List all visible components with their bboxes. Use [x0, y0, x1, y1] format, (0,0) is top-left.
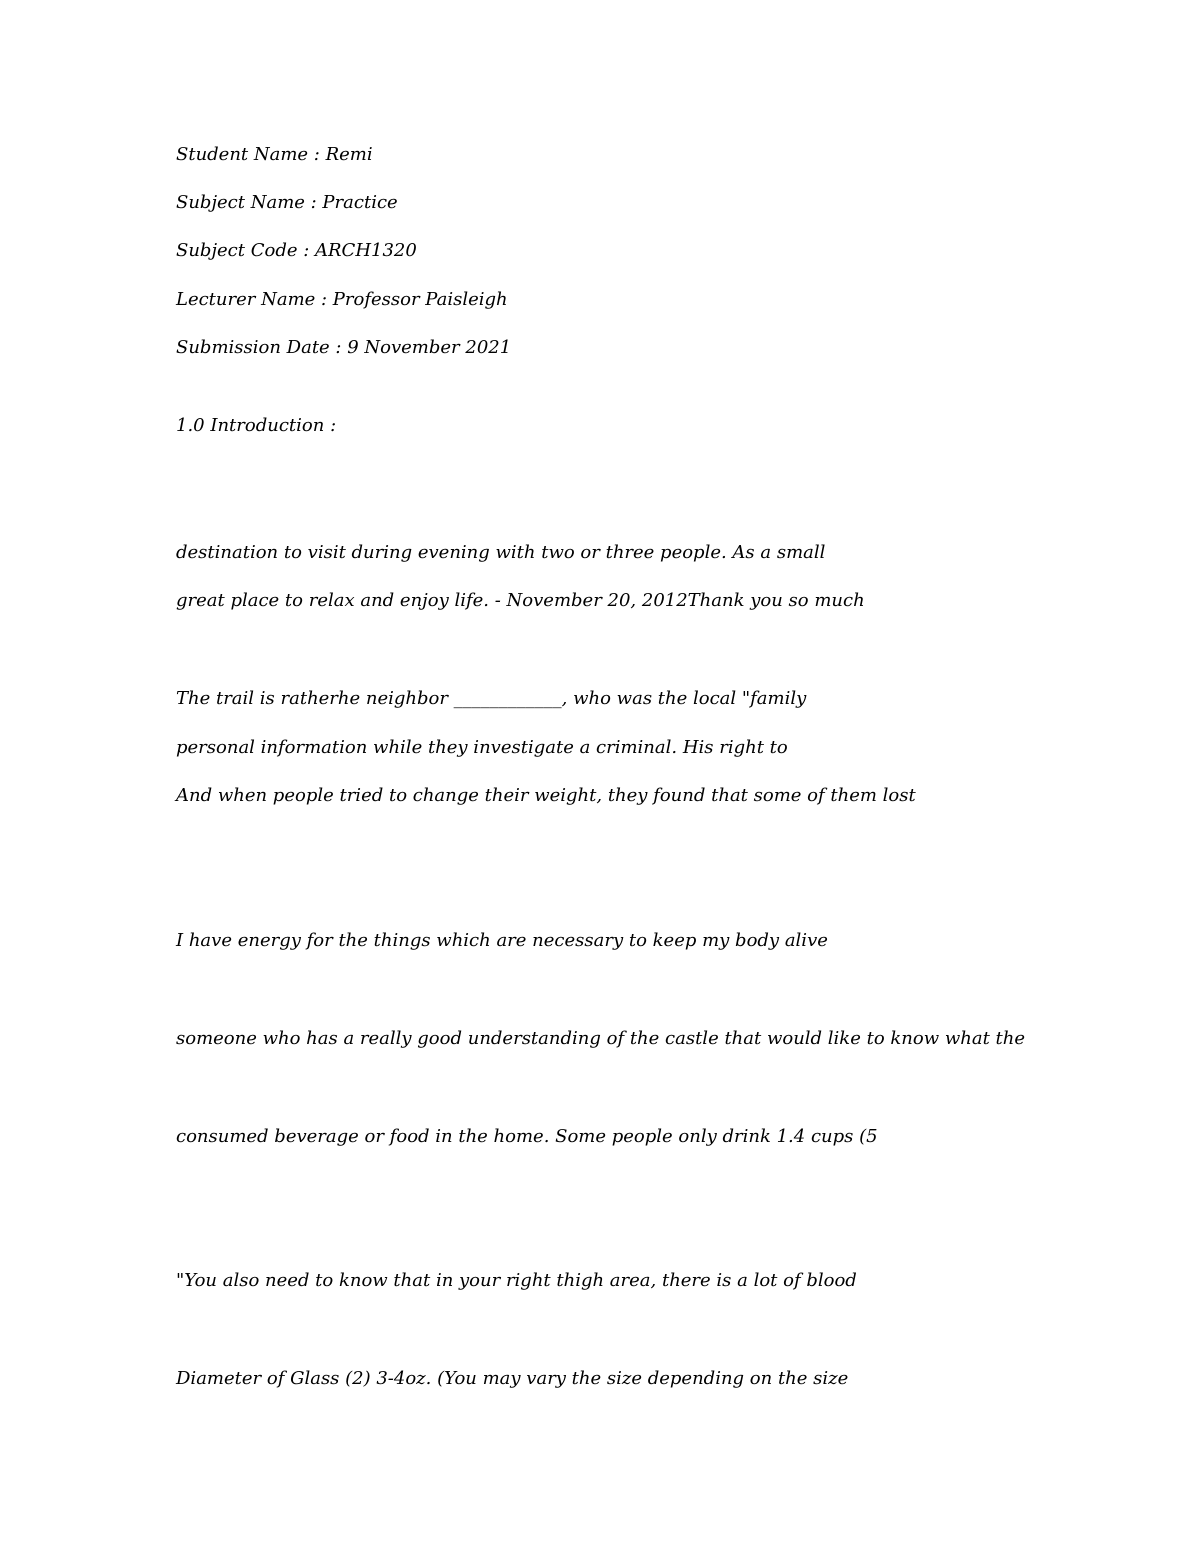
body-line: personal information while they investigate a criminal. His right to: [176, 737, 788, 758]
body-line: "You also need to know that in your right thigh area, there is a lot of blood: [176, 1270, 857, 1291]
body-line: someone who has a really good understanding of the castle that would like to know what the: [176, 1028, 1026, 1049]
lecturer-name: Lecturer Name : Professor Paisleigh: [176, 289, 508, 310]
student-name: Student Name : Remi: [176, 144, 373, 165]
body-line: consumed beverage or food in the home. Some people only drink 1.4 cups (5: [176, 1126, 878, 1147]
body-line: Diameter of Glass (2) 3-4oz. (You may vary the size depending on the size: [176, 1368, 849, 1389]
subject-code: Subject Code : ARCH1320: [176, 240, 417, 261]
section-heading: 1.0 Introduction :: [176, 415, 337, 436]
subject-name: Subject Name : Practice: [176, 192, 398, 213]
body-line: I have energy for the things which are necessary to keep my body alive: [176, 930, 828, 951]
body-line: destination to visit during evening with two or three people. As a small: [176, 542, 826, 563]
submission-date: Submission Date : 9 November 2021: [176, 337, 512, 358]
body-line: And when people tried to change their weight, they found that some of them lost: [176, 785, 916, 806]
body-line: great place to relax and enjoy life. - November 20, 2012Thank you so much: [176, 590, 865, 611]
body-line: The trail is ratherhe neighbor ____________, who was the local "family: [176, 688, 807, 709]
